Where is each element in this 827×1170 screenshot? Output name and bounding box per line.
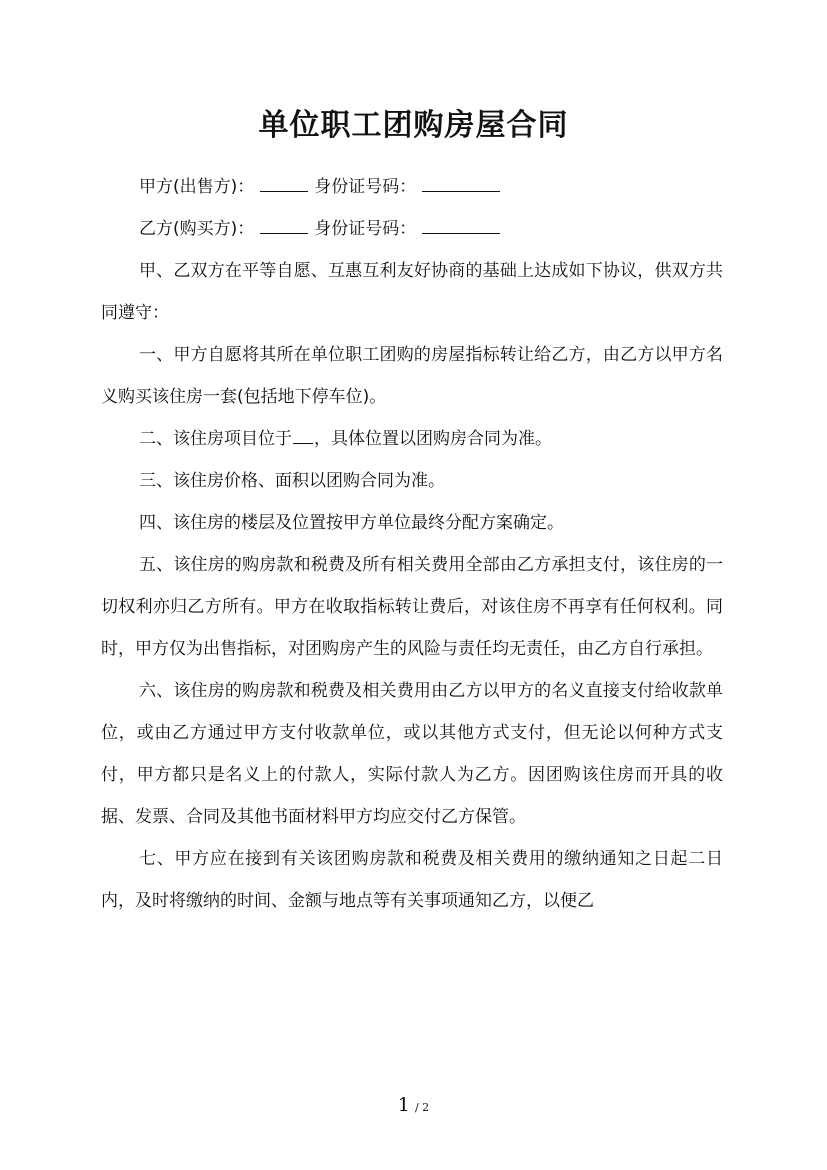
party-a-label: 甲方(出售方)： bbox=[139, 177, 255, 197]
page-number bbox=[0, 1094, 827, 1116]
page-total: / 2 bbox=[414, 1101, 430, 1114]
party-b-label: 乙方(购买方)： bbox=[139, 219, 255, 239]
clause-2-location-blank bbox=[293, 423, 313, 444]
party-b-id-blank bbox=[422, 213, 500, 234]
party-b-name-blank bbox=[260, 213, 308, 234]
clause-5: 五、该住房的购房款和税费及所有相关费用全部由乙方承担支付，该住房的一切权利亦归乙方所有。甲方在收取指标转让费后，对该住房不再享有任何权利。同时，甲方仅为出售指标，对团购房产生的风险与责任均无责任，由乙方自行承担。 bbox=[101, 555, 723, 659]
page-current: 1 bbox=[397, 1094, 410, 1116]
preamble-paragraph: 甲、乙双方在平等自愿、互惠互利友好协商的基础上达成如下协议，供双方共同遵守： bbox=[101, 261, 723, 323]
party-a-id-blank bbox=[422, 171, 500, 192]
clause-1: 一、甲方自愿将其所在单位职工团购的房屋指标转让给乙方，由乙方以甲方名义购买该住房一套(包括地下停车位)。 bbox=[101, 345, 723, 407]
document-body bbox=[101, 166, 723, 922]
clause-7: 七、甲方应在接到有关该团购房款和税费及相关费用的缴纳通知之日起二日内，及时将缴纳的时间、金额与地点等有关事项通知乙方，以便乙 bbox=[101, 849, 723, 911]
party-b-id-label: 身份证号码： bbox=[314, 219, 417, 239]
clause-3: 三、该住房价格、面积以团购合同为准。 bbox=[139, 471, 445, 491]
clause-2-suffix: ，具体位置以团购房合同为准。 bbox=[314, 429, 552, 449]
document-title: 单位职工团购房屋合同 bbox=[258, 108, 569, 143]
party-a-name-blank bbox=[260, 171, 308, 192]
clause-6: 六、该住房的购房款和税费及相关费用由乙方以甲方的名义直接支付给收款单位，或由乙方通过甲方支付收款单位，或以其他方式支付，但无论以何种方式支付，甲方都只是名义上的付款人，实际付款人为乙方。因团购该住房而开具的收据、发票、合同及其他书面材料甲方均应交付乙方保管。 bbox=[101, 681, 723, 827]
party-b-line bbox=[101, 208, 723, 250]
clause-2-text: 二、该住房项目位于 bbox=[139, 429, 292, 449]
clause-2 bbox=[101, 418, 723, 460]
clause-4: 四、该住房的楼层及位置按甲方单位最终分配方案确定。 bbox=[139, 513, 564, 533]
party-a-line bbox=[101, 166, 723, 208]
party-a-id-label: 身份证号码： bbox=[314, 177, 417, 197]
